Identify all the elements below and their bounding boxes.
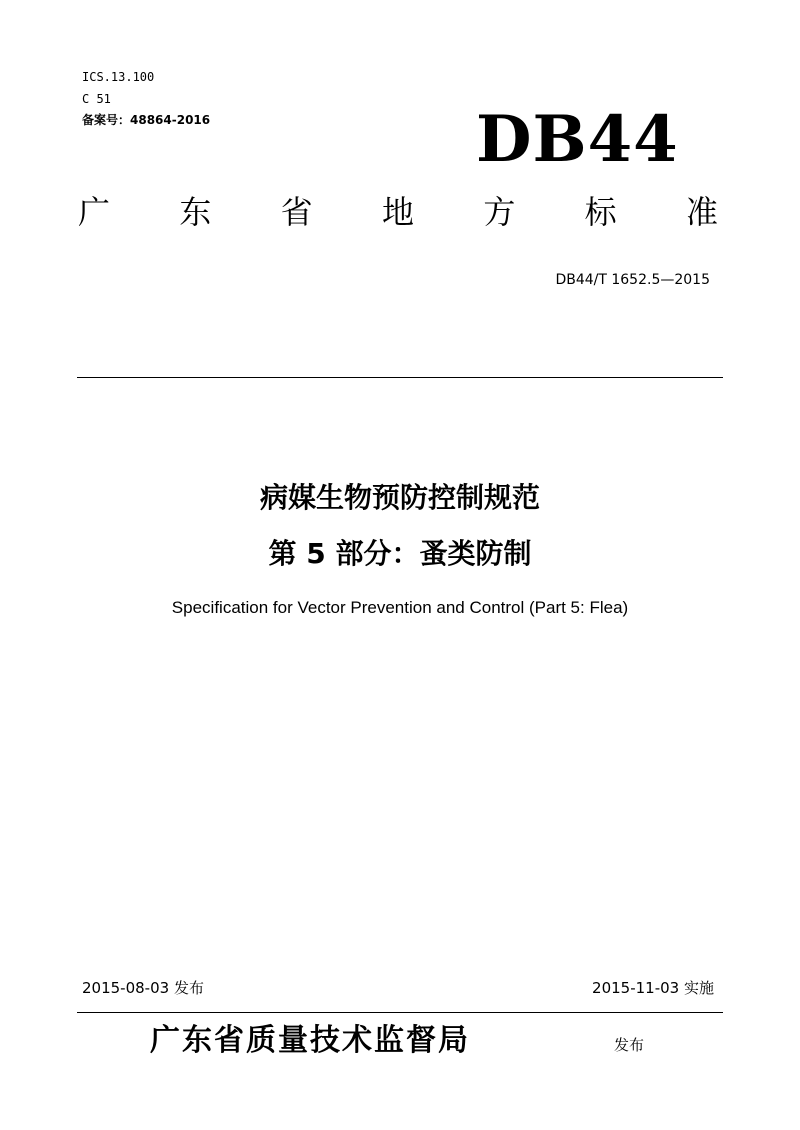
part-title: 第 5 部分：蚤类防制 [268, 537, 532, 570]
main-title: 病媒生物预防控制规范 [259, 481, 540, 514]
standard-type-char: 地 [381, 193, 414, 231]
bottom-divider [77, 1012, 723, 1013]
standard-type-char: 方 [483, 193, 516, 231]
standard-type-char: 广 [78, 193, 111, 231]
standard-number: DB44/T 1652.5—2015 [555, 272, 710, 288]
db44-logo: DB44 [476, 102, 679, 177]
standard-type-char: 标 [584, 193, 617, 231]
standard-type-char: 省 [280, 193, 313, 231]
implementation-date: 2015-11-03 实施 [592, 979, 714, 997]
issue-date: 2015-08-03 发布 [82, 979, 204, 997]
issuer-suffix: 发布 [614, 1036, 645, 1054]
ccs-code: C 51 [82, 92, 111, 106]
filing-number: 备案号：48864-2016 [82, 113, 211, 127]
top-divider [77, 377, 723, 378]
ics-code: ICS.13.100 [82, 70, 155, 84]
english-title: Specification for Vector Prevention and Control (Part 5: Flea) [171, 598, 629, 617]
standard-type-char: 准 [685, 193, 718, 231]
issuing-authority: 广东省质量技术监督局 [150, 1023, 470, 1058]
standard-type-char: 东 [179, 193, 212, 231]
standard-type-heading [78, 192, 718, 232]
